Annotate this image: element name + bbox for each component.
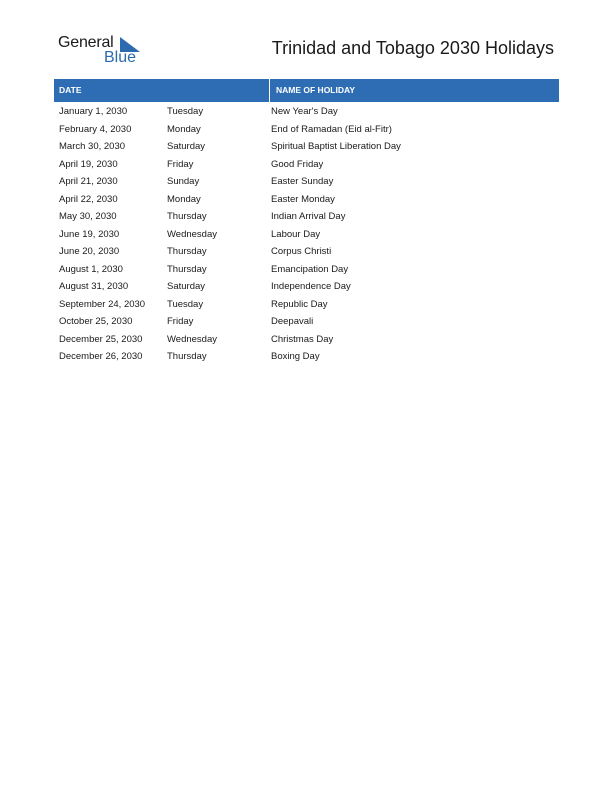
holiday-name: Independence Day	[271, 281, 351, 292]
holiday-weekday: Friday	[167, 158, 194, 170]
table-row	[54, 331, 559, 349]
holiday-date: October 25, 2030	[59, 316, 133, 327]
table-row	[54, 156, 559, 174]
holiday-date: June 20, 2030	[59, 246, 120, 257]
table-header	[54, 79, 559, 102]
header-date: DATE	[54, 79, 270, 102]
holiday-date: August 31, 2030	[59, 281, 129, 292]
holiday-name: Christmas Day	[271, 333, 334, 345]
holiday-date: May 30, 2030	[59, 211, 117, 222]
holiday-name: Easter Monday	[271, 193, 335, 205]
holiday-name: Republic Day	[271, 298, 328, 310]
holiday-name: Labour Day	[271, 228, 321, 240]
holiday-date: August 1, 2030	[59, 263, 123, 275]
holiday-weekday: Thursday	[167, 211, 207, 222]
holiday-name: Good Friday	[271, 158, 324, 170]
holiday-name: New Year's Day	[271, 106, 338, 117]
table-row	[54, 296, 559, 314]
table-row	[54, 243, 559, 261]
holiday-date: March 30, 2030	[59, 141, 126, 152]
table-row	[54, 278, 559, 296]
holiday-weekday: Thursday	[167, 263, 207, 275]
table-row	[54, 208, 559, 226]
holiday-weekday: Wednesday	[167, 228, 217, 240]
logo-text-blue: Blue	[104, 49, 137, 66]
logo-text-general: General	[58, 34, 114, 51]
table-body	[54, 102, 559, 366]
holiday-weekday: Friday	[167, 316, 194, 327]
holiday-date: June 19, 2030	[59, 228, 120, 240]
holiday-weekday: Tuesday	[167, 106, 204, 117]
holiday-date: December 25, 2030	[59, 333, 143, 345]
holiday-name: Deepavali	[271, 316, 314, 327]
holiday-date: January 1, 2030	[59, 106, 128, 117]
holiday-weekday: Monday	[167, 123, 201, 135]
header-holiday-name: NAME OF HOLIDAY	[276, 85, 356, 95]
table-row	[54, 313, 559, 331]
table-row	[54, 226, 559, 244]
generalblue-logo	[58, 34, 148, 68]
holiday-name: Easter Sunday	[271, 176, 334, 187]
holiday-weekday: Saturday	[167, 141, 206, 152]
holiday-name: Boxing Day	[271, 351, 320, 362]
holiday-weekday: Monday	[167, 193, 201, 205]
holiday-name: Spiritual Baptist Liberation Day	[271, 141, 401, 152]
table-row	[54, 191, 559, 209]
holiday-date: September 24, 2030	[59, 298, 146, 310]
holiday-weekday: Sunday	[167, 176, 200, 187]
holiday-weekday: Wednesday	[167, 333, 217, 345]
holiday-name: Emancipation Day	[271, 263, 349, 275]
table-row	[54, 121, 559, 139]
holiday-date: April 19, 2030	[59, 158, 118, 170]
holiday-weekday: Tuesday	[167, 298, 204, 310]
table-row	[54, 103, 559, 121]
holiday-weekday: Thursday	[167, 351, 207, 362]
holiday-date: April 22, 2030	[59, 193, 118, 205]
holiday-table	[54, 79, 559, 366]
table-row	[54, 173, 559, 191]
holiday-name: Corpus Christi	[271, 246, 332, 257]
holiday-weekday: Saturday	[167, 281, 206, 292]
holiday-name: End of Ramadan (Eid al-Fitr)	[271, 123, 392, 135]
table-row	[54, 261, 559, 279]
table-row	[54, 348, 559, 366]
holiday-date: April 21, 2030	[59, 176, 118, 187]
holiday-name: Indian Arrival Day	[271, 211, 346, 222]
holiday-date: December 26, 2030	[59, 351, 143, 362]
holiday-date: February 4, 2030	[59, 123, 132, 135]
page-title: Trinidad and Tobago 2030 Holidays	[271, 38, 554, 58]
holiday-weekday: Thursday	[167, 246, 207, 257]
table-row	[54, 138, 559, 156]
